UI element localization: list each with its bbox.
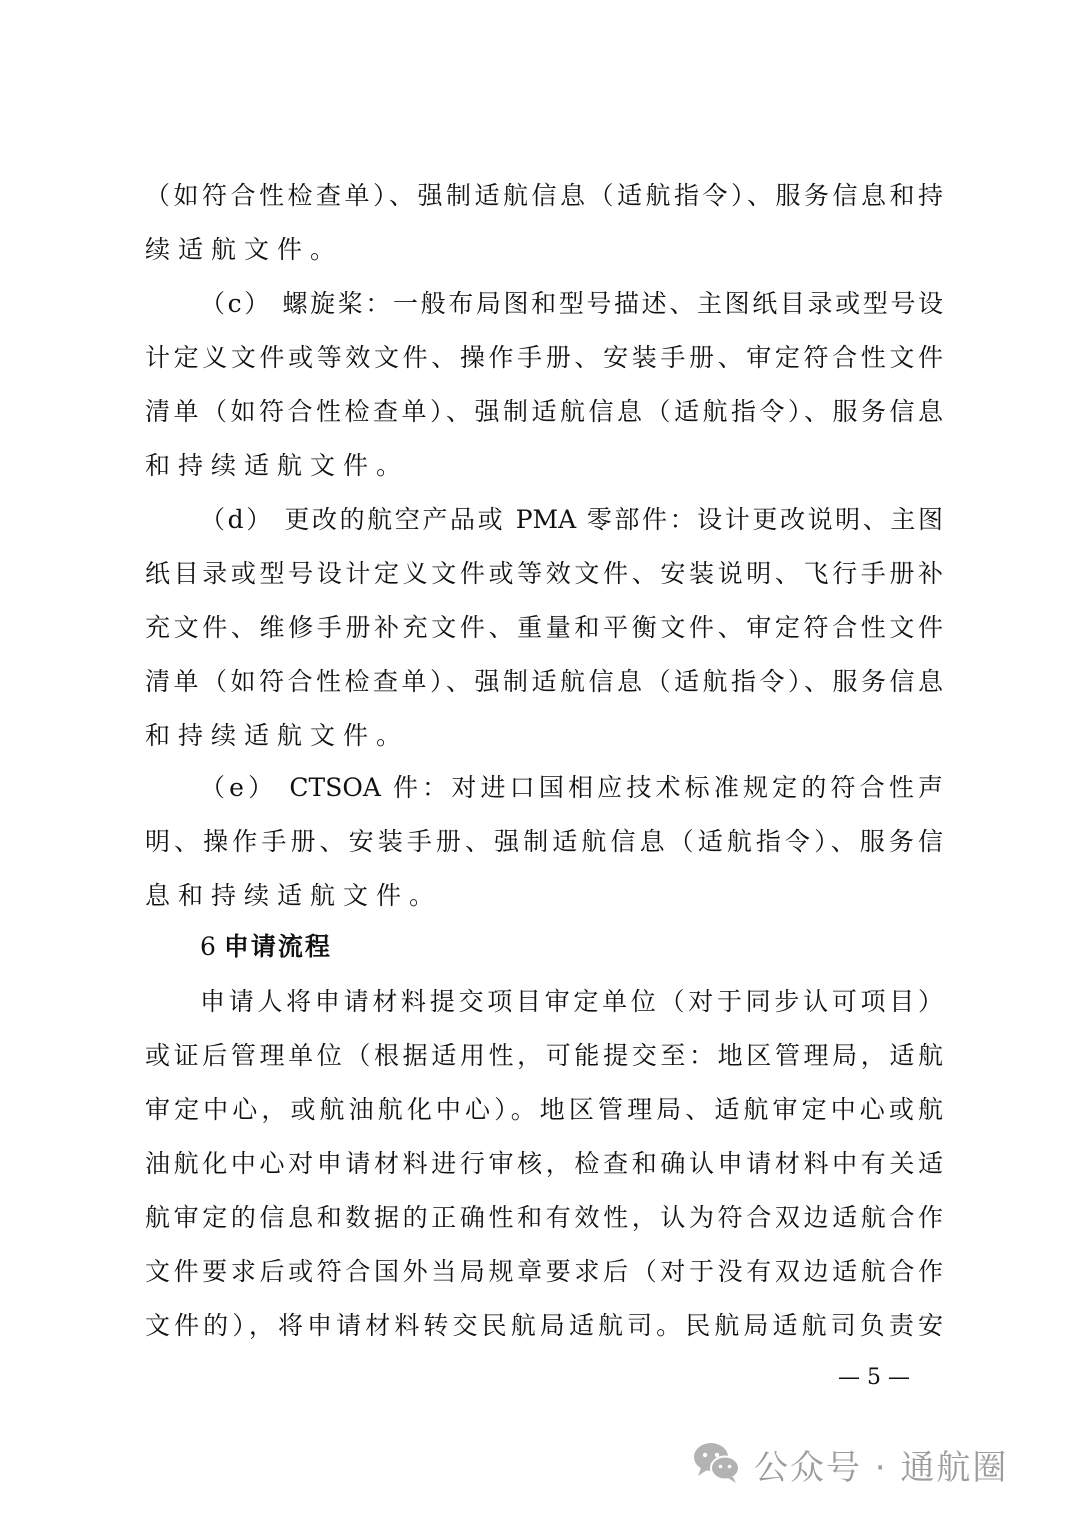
paragraph-line: 清单（如符合性检查单）、强制适航信息（适航指令）、服务信息	[145, 397, 943, 426]
page-number: — 5 —	[838, 1365, 910, 1390]
wechat-icon	[692, 1440, 742, 1488]
paragraph-line: 油航化中心对申请材料进行审核，检查和确认申请材料中有关适	[145, 1149, 943, 1178]
paragraph-line: （e） CTSOA 件：对进口国相应技术标准规定的符合性声	[200, 773, 943, 802]
paragraph-line: 文件的），将申请材料转交民航局适航司。民航局适航司负责安	[145, 1311, 943, 1340]
paragraph-line: 或证后管理单位（根据适用性，可能提交至：地区管理局，适航	[145, 1041, 943, 1070]
watermark-text: 公众号 · 通航圈	[754, 1447, 1009, 1488]
paragraph-line: 续适航文件。	[145, 235, 344, 264]
paragraph-line: 清单（如符合性检查单）、强制适航信息（适航指令）、服务信息	[145, 667, 943, 696]
paragraph-line: 和持续适航文件。	[145, 721, 410, 750]
paragraph-line: 审定中心，或航油航化中心）。地区管理局、适航审定中心或航	[145, 1095, 943, 1124]
section-number: 6	[200, 932, 216, 961]
paragraph-line: 和持续适航文件。	[145, 451, 410, 480]
section-title: 申请流程	[223, 932, 332, 961]
paragraph-line: （如符合性检查单）、强制适航信息（适航指令）、服务信息和持	[145, 181, 943, 210]
paragraph-line: 申请人将申请材料提交项目审定单位（对于同步认可项目）	[200, 987, 943, 1016]
paragraph-line: 文件要求后或符合国外当局规章要求后（对于没有双边适航合作	[145, 1257, 943, 1286]
watermark	[692, 1436, 1008, 1492]
paragraph-line: （d） 更改的航空产品或 PMA 零部件：设计更改说明、主图	[200, 505, 943, 534]
section-heading	[200, 920, 332, 974]
paragraph-line: 明、操作手册、安装手册、强制适航信息（适航指令）、服务信	[145, 827, 943, 856]
paragraph-line: 计定义文件或等效文件、操作手册、安装手册、审定符合性文件	[145, 343, 943, 372]
paragraph-line: 充文件、维修手册补充文件、重量和平衡文件、审定符合性文件	[145, 613, 943, 642]
paragraph-line: 息和持续适航文件。	[145, 881, 443, 910]
paragraph-line: （c） 螺旋桨：一般布局图和型号描述、主图纸目录或型号设	[200, 289, 943, 318]
paragraph-line: 纸目录或型号设计定义文件或等效文件、安装说明、飞行手册补	[145, 559, 943, 588]
paragraph-line: 航审定的信息和数据的正确性和有效性，认为符合双边适航合作	[145, 1203, 943, 1232]
